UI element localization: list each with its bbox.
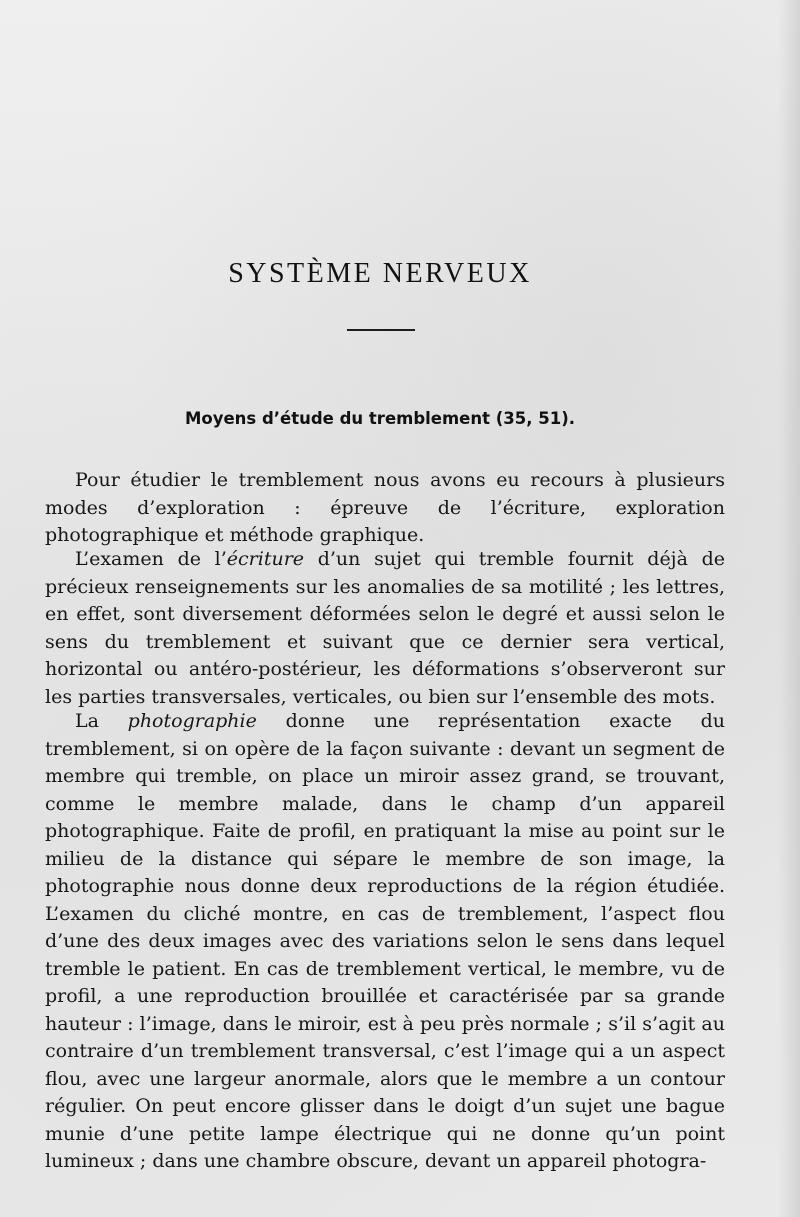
paragraph-photography xyxy=(45,708,725,1176)
paragraph-text: La xyxy=(75,710,128,732)
paragraph-emphasis: photographie xyxy=(127,710,257,732)
paragraph-text: L’examen de l’ xyxy=(75,548,227,570)
page-title: SYSTÈME NERVEUX xyxy=(228,258,532,289)
paragraph-text: Pour étudier le tremblement nous avons eu recours à plusieurs modes d’exploration : épreuve de l’écriture, exploration photographique et méthode graphique. xyxy=(45,469,725,546)
page-edge-shadow xyxy=(778,0,800,1217)
title-divider xyxy=(347,329,415,331)
paragraph-methods xyxy=(45,467,725,550)
paragraph-text-continued: d’un sujet qui tremble fournit déjà de précieux renseignements sur les anomalies de sa motilité ; les lettres, en effet, sont diversement déformées selon le degré et aussi selon le sens du tremblement et suivant que ce dernier sera vertical, horizontal ou antéro-postérieur, les déformations s’observeront sur les parties transversales, verticales, ou bien sur l’ensemble des mots. xyxy=(45,548,725,708)
paragraph-writing xyxy=(45,546,725,711)
section-heading: Moyens d’étude du tremblement (35, 51). xyxy=(184,409,576,428)
paragraph-text-continued: donne une représentation exacte du tremblement, si on opère de la façon suivante : devant un segment de membre qui tremble, on place un miroir assez grand, se trouvant, comme le membre malade, dans le champ d’un appareil photographique. Faite de profil, en pratiquant la mise au point sur le milieu de la distance qui sépare le membre de son image, la photographie nous donne deux reproductions de la région étudiée. L’examen du cliché montre, en cas de tremblement, l’aspect flou d’une des deux images avec des variations selon le sens dans lequel tremble le patient. En cas de tremblement vertical, le membre, vu de profil, a une reproduction brouillée et caractérisée par sa grande hauteur : l’image, dans le miroir, est à peu près normale ; s’il s’agit au contraire d’un tremblement transversal, c’est l’image qui a un aspect flou, avec une largeur anormale, alors que le membre a un contour régulier. On peut encore glisser dans le doigt d’un sujet une bague munie d’une petite lampe électrique qui ne donne qu’un point lumineux ; dans une chambre obscure, devant un appareil photogra- xyxy=(45,710,726,1172)
paragraph-emphasis: écriture xyxy=(226,548,305,570)
